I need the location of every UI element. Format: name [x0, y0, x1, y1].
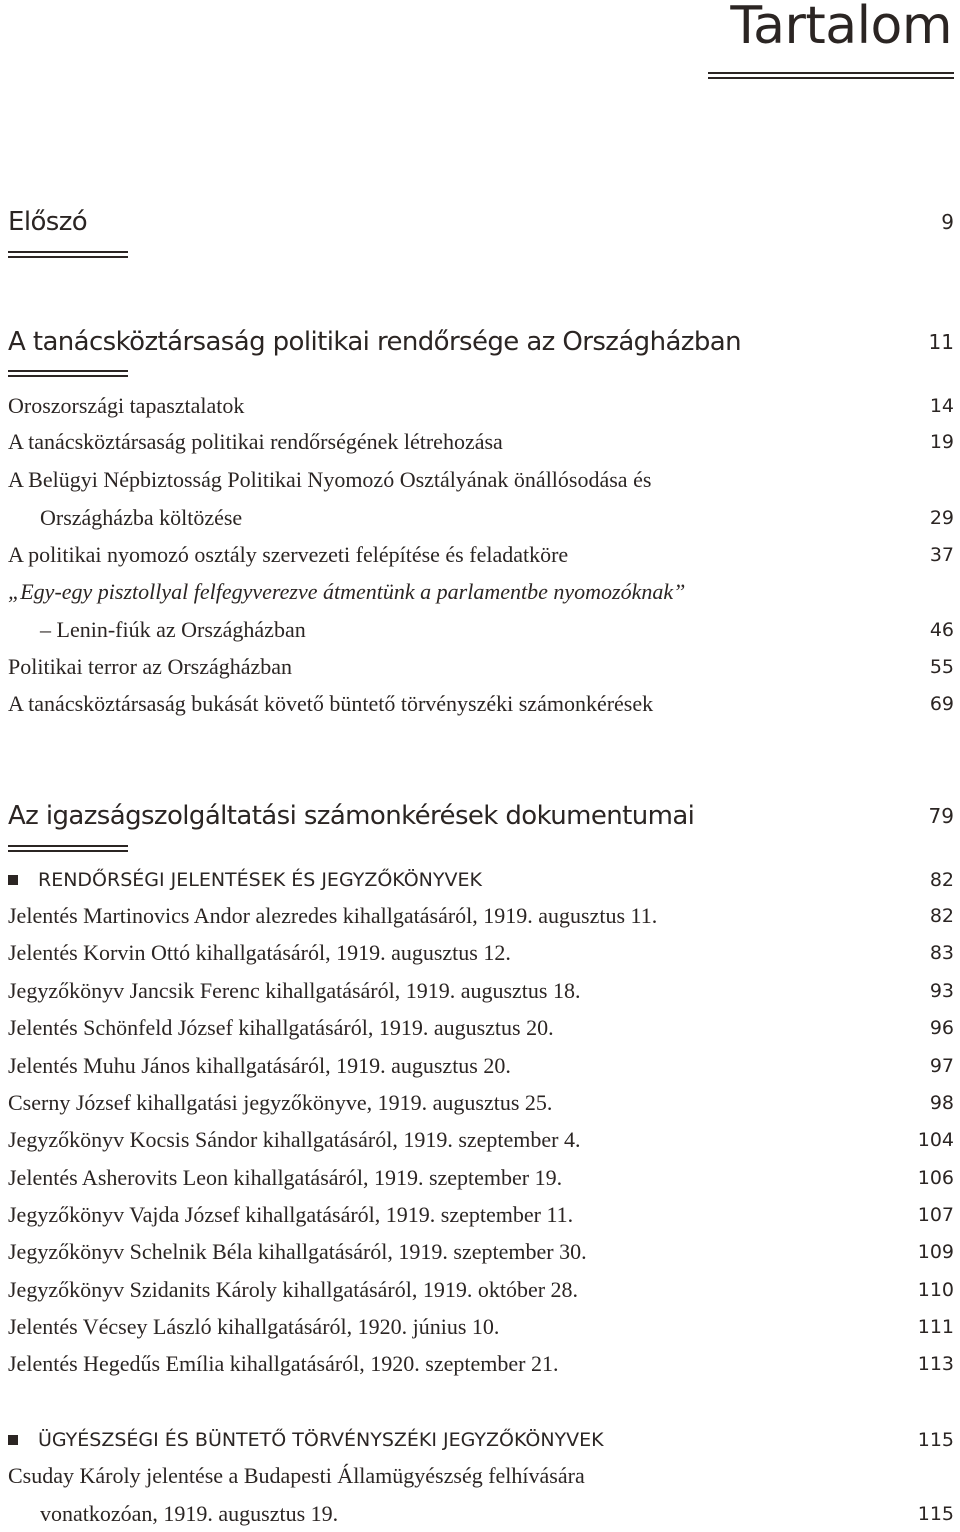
section-page-number: 9	[941, 210, 954, 234]
section-underline	[8, 370, 128, 377]
subsection-title: RENDŐRSÉGI JELENTÉSEK ÉS JEGYZŐKÖNYVEK	[38, 869, 482, 891]
entry-title: Oroszországi tapasztalatok	[8, 393, 245, 418]
entry-page-number: 107	[917, 1204, 954, 1226]
entry-title: A politikai nyomozó osztály szervezeti felépítése és feladatköre	[8, 542, 569, 567]
toc-entry[interactable]	[8, 1048, 954, 1084]
toc-entry[interactable]	[8, 898, 954, 934]
entry-title: Jegyzőkönyv Jancsik Ferenc kihallgatásáról, 1919. augusztus 18.	[8, 978, 581, 1003]
subsection-title: ÜGYÉSZSÉGI ÉS BÜNTETŐ TÖRVÉNYSZÉKI JEGYZŐKÖNYVEK	[38, 1429, 604, 1451]
toc-entry-continuation[interactable]	[8, 1496, 954, 1532]
entry-title: Cserny József kihallgatási jegyzőkönyve, 1919. augusztus 25.	[8, 1090, 553, 1115]
page-title: Tartalom	[730, 0, 952, 56]
entry-page-number: 29	[929, 507, 954, 529]
entry-page-number: 111	[917, 1316, 954, 1338]
section-underline	[8, 845, 128, 852]
toc-entry[interactable]	[8, 1458, 954, 1494]
section-page-number: 11	[928, 330, 954, 354]
entry-title: Jegyzőkönyv Szidanits Károly kihallgatásáról, 1919. október 28.	[8, 1277, 579, 1302]
section-heading-dokumentumok[interactable]	[8, 796, 954, 836]
section-title: A tanácsköztársaság politikai rendőrsége az Országházban	[8, 327, 741, 357]
entry-title: Országházba költözése	[40, 505, 243, 530]
title-underline	[708, 72, 954, 79]
entry-title: Jelentés Hegedűs Emília kihallgatásáról, 1920. szeptember 21.	[8, 1351, 559, 1376]
subsection-heading-ugyeszsegi[interactable]	[8, 1422, 954, 1458]
section-heading-eloszo[interactable]	[8, 202, 954, 242]
entry-page-number: 97	[929, 1055, 954, 1077]
entry-title: Jelentés Muhu János kihallgatásáról, 1919. augusztus 20.	[8, 1053, 511, 1078]
entry-title: Jelentés Schönfeld József kihallgatásáról, 1919. augusztus 20.	[8, 1015, 554, 1040]
entry-title: – Lenin-fiúk az Országházban	[40, 617, 306, 642]
entry-title: Jelentés Martinovics Andor alezredes kihallgatásáról, 1919. augusztus 11.	[8, 903, 658, 928]
subsection-page-number: 115	[917, 1429, 954, 1451]
entry-page-number: 106	[917, 1167, 954, 1189]
entry-page-number: 110	[917, 1279, 954, 1301]
entry-page-number: 113	[917, 1353, 954, 1375]
toc-entry[interactable]	[8, 649, 954, 685]
entry-title: vonatkozóan, 1919. augusztus 19.	[40, 1501, 339, 1526]
entry-title: Jegyzőkönyv Vajda József kihallgatásáról, 1919. szeptember 11.	[8, 1202, 574, 1227]
entry-page-number: 82	[929, 905, 954, 927]
entry-title: A tanácsköztársaság politikai rendőrségének létrehozása	[8, 429, 503, 454]
toc-entry[interactable]	[8, 1309, 954, 1345]
entry-page-number: 115	[917, 1503, 954, 1525]
toc-entry[interactable]	[8, 686, 954, 722]
entry-title: Jelentés Vécsey László kihallgatásáról, 1920. június 10.	[8, 1314, 500, 1339]
toc-entry[interactable]	[8, 1160, 954, 1196]
entry-title: Jegyzőkönyv Schelnik Béla kihallgatásáról, 1919. szeptember 30.	[8, 1239, 587, 1264]
toc-entry[interactable]	[8, 424, 954, 460]
entry-page-number: 93	[929, 980, 954, 1002]
toc-entry[interactable]	[8, 1010, 954, 1046]
toc-entry[interactable]	[8, 574, 954, 610]
toc-entry[interactable]	[8, 1234, 954, 1270]
entry-title: Jelentés Korvin Ottó kihallgatásáról, 1919. augusztus 12.	[8, 940, 511, 965]
toc-entry[interactable]	[8, 1197, 954, 1233]
entry-title: Jegyzőkönyv Kocsis Sándor kihallgatásáról, 1919. szeptember 4.	[8, 1127, 581, 1152]
square-bullet-icon	[8, 1435, 18, 1445]
toc-entry[interactable]	[8, 973, 954, 1009]
entry-page-number: 83	[929, 942, 954, 964]
entry-page-number: 98	[929, 1092, 954, 1114]
toc-entry[interactable]	[8, 1346, 954, 1382]
entry-page-number: 19	[929, 431, 954, 453]
section-heading-rendorseg[interactable]	[8, 322, 954, 362]
toc-entry[interactable]	[8, 935, 954, 971]
toc-entry[interactable]	[8, 537, 954, 573]
entry-page-number: 109	[917, 1241, 954, 1263]
entry-title: A Belügyi Népbiztosság Politikai Nyomozó Osztályának önállósodása és	[8, 467, 652, 492]
entry-page-number: 46	[929, 619, 954, 641]
subsection-page-number: 82	[929, 869, 954, 891]
entry-title: A tanácsköztársaság bukását követő büntető törvényszéki számonkérések	[8, 691, 654, 716]
toc-entry[interactable]	[8, 1085, 954, 1121]
entry-page-number: 69	[929, 693, 954, 715]
toc-entry[interactable]	[8, 388, 954, 424]
entry-title: Csuday Károly jelentése a Budapesti Államügyészség felhívására	[8, 1463, 585, 1488]
section-title: Az igazságszolgáltatási számonkérések dokumentumai	[8, 801, 695, 831]
toc-entry[interactable]	[8, 1272, 954, 1308]
square-bullet-icon	[8, 875, 18, 885]
subsection-heading-rendorsegi[interactable]	[8, 862, 954, 898]
toc-entry[interactable]	[8, 1122, 954, 1158]
section-underline	[8, 251, 128, 258]
entry-title: Jelentés Asherovits Leon kihallgatásáról, 1919. szeptember 19.	[8, 1165, 563, 1190]
entry-page-number: 37	[929, 544, 954, 566]
toc-entry[interactable]	[8, 462, 954, 498]
entry-title: Politikai terror az Országházban	[8, 654, 293, 679]
entry-page-number: 104	[917, 1129, 954, 1151]
section-title: Előszó	[8, 207, 88, 237]
toc-entry-continuation[interactable]	[8, 500, 954, 536]
entry-page-number: 96	[929, 1017, 954, 1039]
section-page-number: 79	[928, 804, 954, 828]
entry-page-number: 14	[929, 395, 954, 417]
toc-entry-continuation[interactable]	[8, 612, 954, 648]
entry-page-number: 55	[929, 656, 954, 678]
entry-title: „Egy-egy pisztollyal felfegyverezve átmentünk a parlamentbe nyomozóknak”	[8, 579, 686, 604]
